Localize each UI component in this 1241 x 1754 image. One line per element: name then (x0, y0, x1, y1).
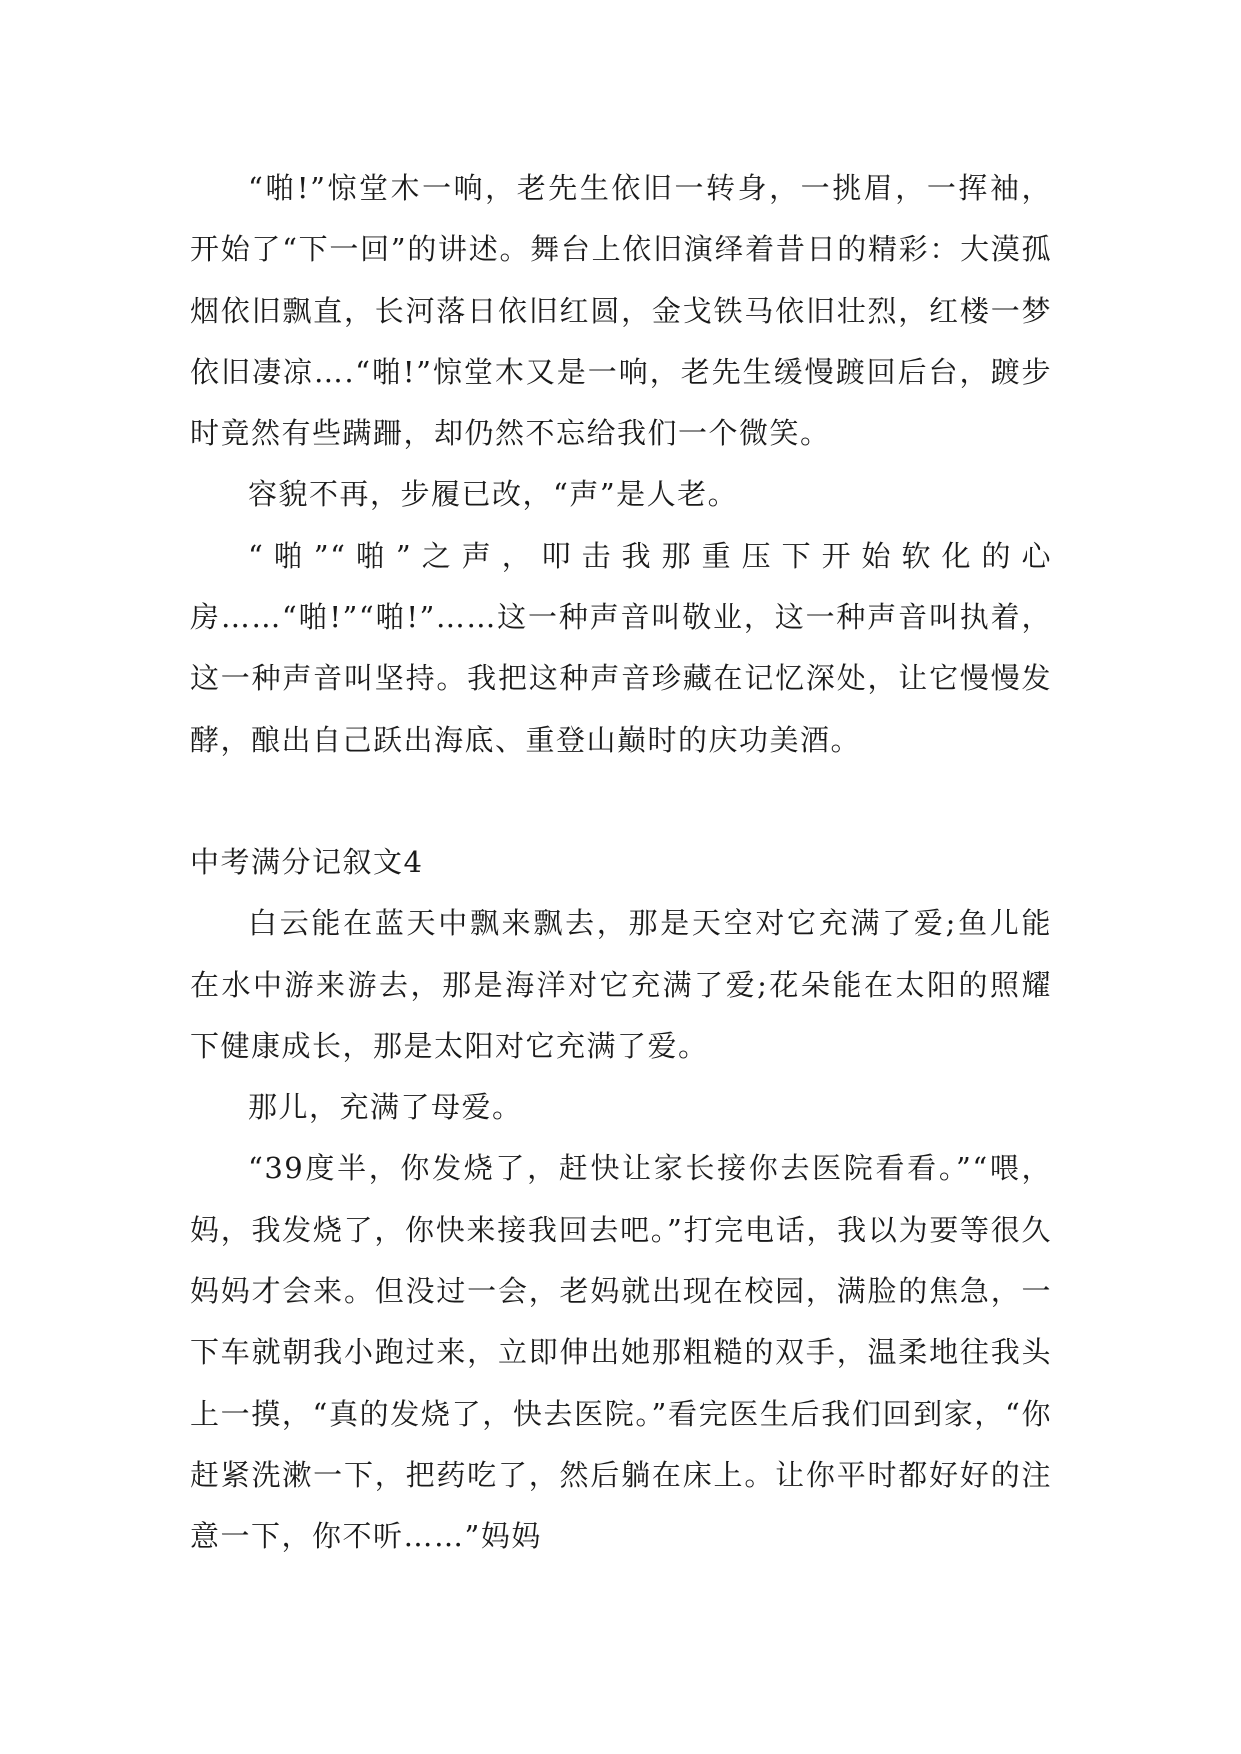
paragraph: 那儿，充满了母爱。 (248, 1090, 523, 1125)
paragraph: “39度半，你发烧了，赶快让家长接你去医院看看。”“喂，妈，我发烧了，你快来接我回去吧。”打完电话，我以为要等很久妈妈才会来。但没过一会，老妈就出现在校园，满脸的焦急，一下车就朝我小跑过来，立即伸出她那粗糙的双手，温柔地往我头上一摸，“真的发烧了，快去医院。”看完医生后我们回到家，“你赶紧洗漱一下，把药吃了，然后躺在床上。让你平时都好好的注意一下，你不听……”妈妈 (190, 1151, 1052, 1554)
paragraph: “啪!”惊堂木一响，老先生依旧一转身，一挑眉，一挥袖，开始了“下一回”的讲述。舞台上依旧演绎着昔日的精彩：大漠孤烟依旧飘直，长河落日依旧红圆，金戈铁马依旧壮烈，红楼一梦依旧凄凉….“啪!”惊堂木又是一响，老先生缓慢踱回后台，踱步时竟然有些蹒跚，却仍然不忘给我们一个微笑。 (190, 171, 1052, 451)
section-heading: 中考满分记叙文4 (190, 844, 424, 879)
document-page (190, 158, 1052, 1568)
paragraph: 白云能在蓝天中飘来飘去，那是天空对它充满了爱;鱼儿能在水中游来游去，那是海洋对它充满了爱;花朵能在太阳的照耀下健康成长，那是太阳对它充满了爱。 (190, 906, 1052, 1063)
paragraph: “啪”“啪”之声，叩击我那重压下开始软化的心房……“啪!”“啪!”……这一种声音叫敬业，这一种声音叫执着，这一种声音叫坚持。我把这种声音珍藏在记忆深处，让它慢慢发酵，酿出自己跃出海底、重登山巅时的庆功美酒。 (190, 538, 1052, 757)
paragraph: 容貌不再，步履已改，“声”是人老。 (248, 477, 739, 512)
